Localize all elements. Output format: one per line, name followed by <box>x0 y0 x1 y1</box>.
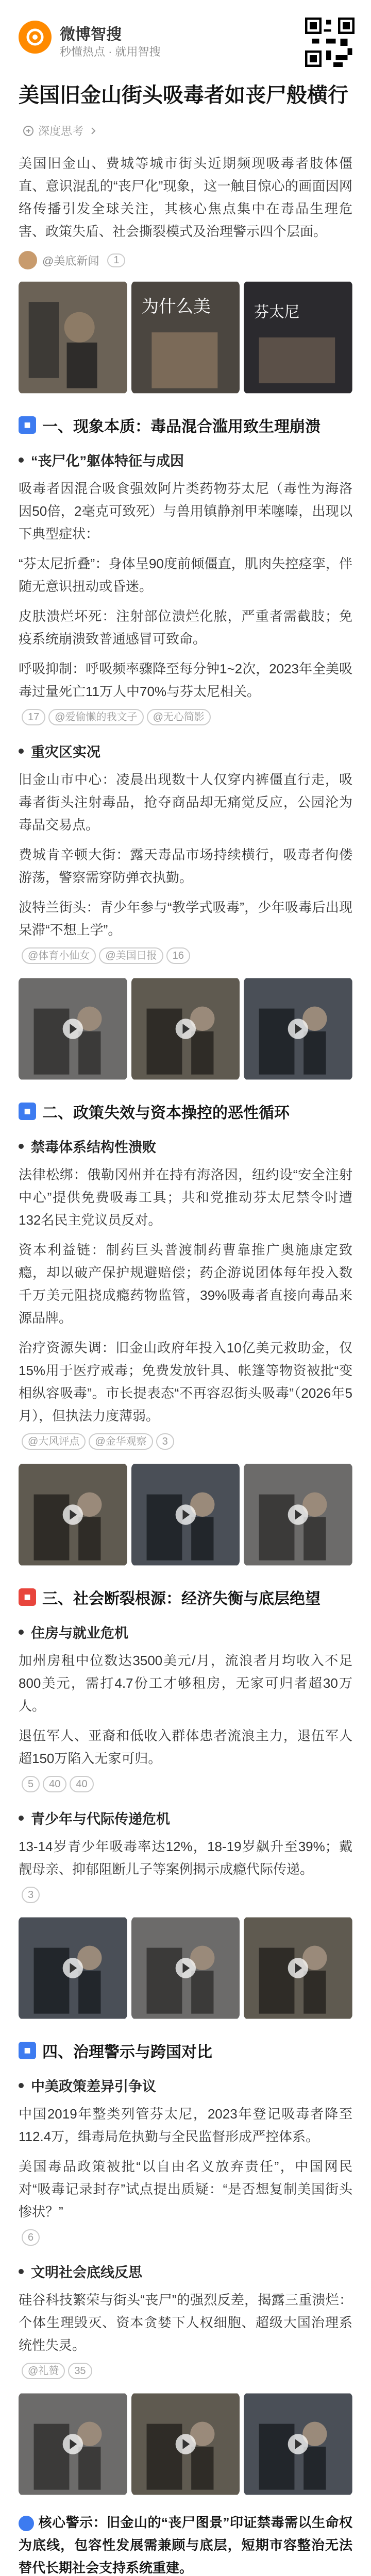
image-gallery <box>0 1463 371 1566</box>
citation-row <box>0 1429 371 1452</box>
alert-icon <box>19 2516 34 2531</box>
subsection-title <box>0 2261 371 2281</box>
subsection-title-text: 禁毒体系结构性溃败 <box>31 1140 156 1155</box>
subsection-title-text: 住房与就业危机 <box>31 1625 128 1641</box>
page-title: 美国旧金山街头吸毒者如丧尸般横行 <box>19 84 348 107</box>
section-badge-icon: ■ <box>19 416 36 434</box>
body-paragraph: 治疗资源失调：旧金山政府年投入10亿美元救助金，仅15%用于医疗戒毒；免费发放针具、帐篷等物资被批“变相纵容吸毒”。市长提表态“不再容忍街头吸毒”（2026年5月），但执法力度薄弱。 <box>19 1340 352 1423</box>
bullet-icon <box>19 1816 24 1821</box>
citation-tag[interactable]: 35 <box>68 2363 92 2379</box>
body-paragraph: “芬太尼折叠”：身体呈90度前倾僵直，肌肉失控痉挛，伴随无意识扭动或昏迷。 <box>19 556 352 594</box>
subsection-title <box>0 1622 371 1642</box>
lead-paragraph: 美国旧金山、费城等城市街头近期频现吸毒者肢体僵直、意识混乱的“丧尸化”现象，这一触目惊心的画面因网络传播引发全球关注，其核心焦点集中在毒品生理危害、政策失盾、社会撕裂模式及治理警示四个层面。 <box>19 156 352 239</box>
section-title-text: 一、现象本质：毒品混合滥用致生理崩溃 <box>42 418 321 435</box>
image-gallery <box>0 1917 371 2020</box>
section-title-text: 四、治理警示与跨国对比 <box>42 2044 212 2061</box>
image-gallery <box>0 977 371 1080</box>
bullet-icon <box>19 2083 24 2088</box>
citation-row <box>0 943 371 966</box>
news-image[interactable] <box>244 2393 352 2496</box>
citation-row <box>0 1883 371 1905</box>
news-image[interactable] <box>19 1917 127 2020</box>
image-gallery <box>0 2393 371 2496</box>
subsection-title <box>0 1136 371 1156</box>
bullet-icon <box>19 457 24 463</box>
section-badge-icon: ■ <box>19 1103 36 1120</box>
source-count: 1 <box>107 253 125 267</box>
body-paragraph: 旧金山市中心：凌晨出现数十人仅穿内裤僵直行走，吸毒者街头注射毒品，抢夺商品却无痛觉反应，公园沦为毒品交易点。 <box>19 772 352 833</box>
body-paragraph: 资本利益链：制药巨头普渡制药曹靠推广奥施康定致瘾，却以破产保护规避赔偿；药企游说团体每年投入数千万美元阻挠成瘾药物监管，39%吸毒者直接向毒品来源品牌。 <box>19 1242 352 1326</box>
citation-tag[interactable]: 40 <box>43 1776 66 1792</box>
subsection-title <box>0 741 371 761</box>
bullet-icon <box>19 2269 24 2274</box>
news-image[interactable] <box>19 977 127 1080</box>
news-image[interactable] <box>131 1463 240 1566</box>
section-title-text: 二、政策失效与资本操控的恶性循环 <box>42 1105 290 1122</box>
citation-tag[interactable]: @体育小仙女 <box>22 947 96 964</box>
chevron-right-icon[interactable] <box>88 125 99 137</box>
avatar <box>19 251 37 269</box>
citation-tag[interactable]: @大风评点 <box>22 1433 86 1450</box>
source-name[interactable]: @美底新闻 <box>42 254 99 267</box>
body-paragraph: 呼吸抑制：呼吸频率骤降至每分钟1~2次，2023年全美吸毒过量死亡11万人中70%与芬太尼相关。 <box>19 661 352 699</box>
section-badge-icon: ■ <box>19 2042 36 2059</box>
body-paragraph: 波特兰街头：青少年参与“教学式吸毒”，少年吸毒后出现呆滞“不想上学”。 <box>19 900 352 938</box>
svg-text:为什么美: 为什么美 <box>141 296 211 316</box>
source-row[interactable] <box>0 251 371 269</box>
subsection-title <box>0 1808 371 1828</box>
news-image[interactable] <box>131 1917 240 2020</box>
news-image[interactable] <box>19 2393 127 2496</box>
news-image[interactable] <box>244 977 352 1080</box>
section-title-text: 三、社会断裂根源：经济失衡与底层绝望 <box>42 1590 321 1607</box>
bullet-icon <box>19 749 24 754</box>
bullet-icon <box>19 1630 24 1635</box>
citation-tag[interactable]: @爱偷懒的我文子 <box>48 709 143 725</box>
citation-tag[interactable]: @礼赞 <box>22 2363 65 2379</box>
citation-tag[interactable]: 17 <box>22 709 45 725</box>
body-paragraph: 法律松绑：俄勒冈州并在持有海洛因，纽约设“安全注射中心”提供免费吸毒工具；共和党推动芬太尼禁令时遭132名民主党议员反对。 <box>19 1167 352 1228</box>
svg-text:芬太尼: 芬太尼 <box>254 303 300 321</box>
subsection-title-text: 文明社会底线反思 <box>31 2265 142 2280</box>
citation-row <box>0 2359 371 2381</box>
body-paragraph: 吸毒者因混合吸食强效阿片类药物芬太尼（毒性为海洛因50倍，2毫克可致死）与兽用镇静剂甲苯噻嗪，出现以下典型症状： <box>19 481 352 541</box>
citation-tag[interactable]: 5 <box>22 1776 40 1792</box>
subsection-title <box>0 2075 371 2095</box>
brand-logo-icon <box>19 21 52 54</box>
citation-tag[interactable]: 16 <box>166 947 190 964</box>
bullet-icon <box>19 1144 24 1149</box>
news-image[interactable] <box>244 281 352 394</box>
body-paragraph: 美国毒品政策被批“以自由名义放弃责任”，中国网民对“吸毒记录封存”试点提出质疑：“是否想复制美国街头惨状？” <box>19 2159 352 2219</box>
meta-source: 深度思考 <box>38 125 84 138</box>
citation-tag[interactable]: @美国日报 <box>99 947 163 964</box>
meta-row <box>0 123 371 139</box>
header <box>0 0 371 77</box>
image-gallery-1 <box>0 281 371 394</box>
news-image[interactable] <box>244 1463 352 1566</box>
citation-row <box>0 2225 371 2248</box>
citation-tag[interactable]: 3 <box>156 1433 174 1450</box>
news-image[interactable] <box>19 1463 127 1566</box>
body-paragraph: 硅谷科技繁荣与街头“丧尸”的强烈反差，揭露三重溃烂：个体生理毁灭、资本贪婪下人权细胞、超级大国治理系统性失灵。 <box>19 2292 352 2353</box>
news-image[interactable] <box>131 977 240 1080</box>
citation-tag[interactable]: @无心简影 <box>147 709 211 725</box>
body-paragraph: 加州房租中位数达3500美元/月，流浪者月均收入不足800美元，需打4.7份工才够租房，无家可归者超30万人。 <box>19 1653 352 1714</box>
subsection-title-text: “丧尸化”躯体特征与成因 <box>31 453 184 469</box>
brain-icon <box>23 125 34 137</box>
news-image[interactable] <box>244 1917 352 2020</box>
brand-subtitle: 秒懂热点 · 就用智搜 <box>60 45 161 58</box>
news-image[interactable] <box>19 281 127 394</box>
subsection-title-text: 重灾区实况 <box>31 744 100 760</box>
section-badge-icon: ■ <box>19 1588 36 1606</box>
brand-name: 微博智搜 <box>60 26 122 43</box>
citation-row <box>0 705 371 727</box>
body-paragraph: 退伍军人、亚裔和低收入群体患者流浪主力，退伍军人超150万陷入无家可归。 <box>19 1728 352 1766</box>
body-paragraph: 13-14岁青少年吸毒率达12%，18-19岁飙升至39%；戴靓母亲、抑郁阻断儿子等案例揭示成瘾代际传递。 <box>19 1839 352 1877</box>
subsection-title-text: 中美政策差异引争议 <box>31 2079 156 2094</box>
news-image[interactable] <box>131 2393 240 2496</box>
citation-tag[interactable]: @金华观察 <box>89 1433 153 1450</box>
section-title <box>0 414 371 436</box>
section-title <box>0 1100 371 1123</box>
section-title <box>0 1586 371 1608</box>
news-image[interactable] <box>131 281 240 394</box>
subsection-title-text: 青少年与代际传递危机 <box>31 1811 170 1827</box>
qr-code-icon <box>303 15 352 65</box>
body-paragraph: 中国2019年整类列管芬太尼，2023年登记吸毒者降至112.4万，缉毒局危执勤与全民监督形成严控体系。 <box>19 2106 352 2144</box>
body-paragraph: 皮肤溃烂坏死：注射部位溃烂化脓，严重者需截肢；免疫系统崩溃致普通感冒可致命。 <box>19 608 352 647</box>
citation-tag[interactable]: 3 <box>22 1887 40 1903</box>
citation-row <box>0 1772 371 1794</box>
core-alert: 核心警示：旧金山的“丧尸图景”印证禁毒需以生命权为底线，包容性发展需兼顾与底层，短期市容整治无法替代长期社会支持系统重建。 <box>19 2515 352 2575</box>
sections-container <box>0 414 371 2496</box>
citation-tag[interactable]: 40 <box>70 1776 93 1792</box>
body-paragraph: 费城肯辛顿大街：露天毒品市场持续横行，吸毒者佝偻游荡，警察需穿防弹衣执勤。 <box>19 847 352 885</box>
section-title <box>0 2039 371 2062</box>
subsection-title <box>0 450 371 470</box>
citation-tag[interactable]: 6 <box>22 2229 40 2246</box>
